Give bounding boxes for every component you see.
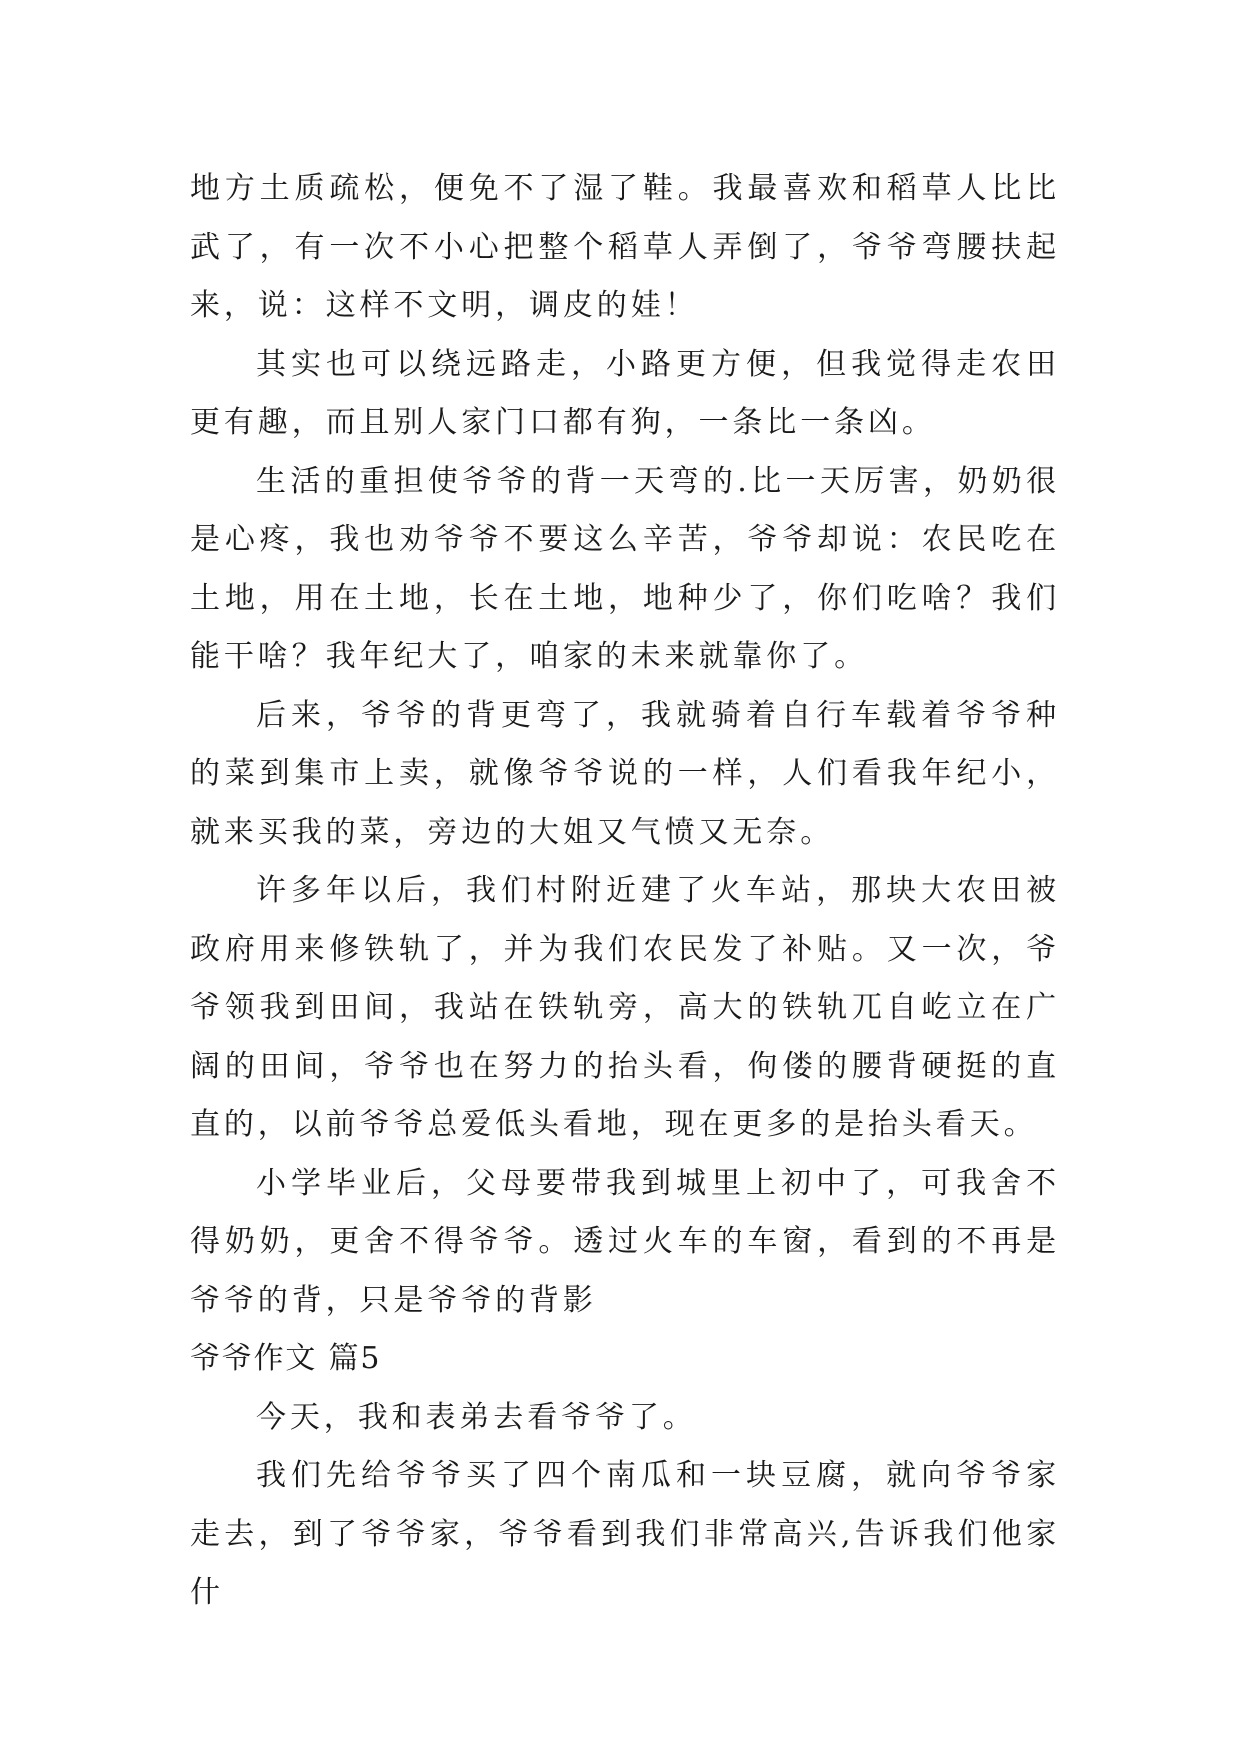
paragraph: 小学毕业后，父母要带我到城里上初中了，可我舍不得奶奶，更舍不得爷爷。透过火车的车窗，看到的不再是爷爷的背，只是爷爷的背影 — [190, 1165, 1060, 1318]
paragraph: 后来，爷爷的背更弯了，我就骑着自行车载着爷爷种的菜到集市上卖，就像爷爷说的一样，人们看我年纪小，就来买我的菜，旁边的大姐又气愤又无奈。 — [190, 697, 1060, 850]
paragraph: 生活的重担使爷爷的背一天弯的.比一天厉害，奶奶很是心疼，我也劝爷爷不要这么辛苦，爷爷却说：农民吃在土地，用在土地，长在土地，地种少了，你们吃啥？我们能干啥？我年纪大了，咱家的未来就靠你了。 — [190, 463, 1060, 674]
paragraph: 其实也可以绕远路走，小路更方便，但我觉得走农田更有趣，而且别人家门口都有狗，一条比一条凶。 — [190, 346, 1060, 440]
paragraph-continuation: 地方土质疏松，便免不了湿了鞋。我最喜欢和稻草人比比武了，有一次不小心把整个稻草人弄倒了，爷爷弯腰扶起来，说：这样不文明，调皮的娃！ — [190, 171, 1060, 323]
paragraph: 我们先给爷爷买了四个南瓜和一块豆腐，就向爷爷家走去，到了爷爷家，爷爷看到我们非常高兴,告诉我们他家什 — [190, 1458, 1060, 1610]
paragraph: 许多年以后，我们村附近建了火车站，那块大农田被政府用来修铁轨了，并为我们农民发了补贴。又一次，爷爷领我到田间，我站在铁轨旁，高大的铁轨兀自屹立在广阔的田间，爷爷也在努力的抬头看，佝偻的腰背硬挺的直直的，以前爷爷总爱低头看地，现在更多的是抬头看天。 — [190, 873, 1060, 1142]
section-heading: 爷爷作文 篇5 — [190, 1341, 382, 1376]
paragraph: 今天，我和表弟去看爷爷了。 — [256, 1399, 697, 1435]
document-body — [190, 160, 1060, 1623]
